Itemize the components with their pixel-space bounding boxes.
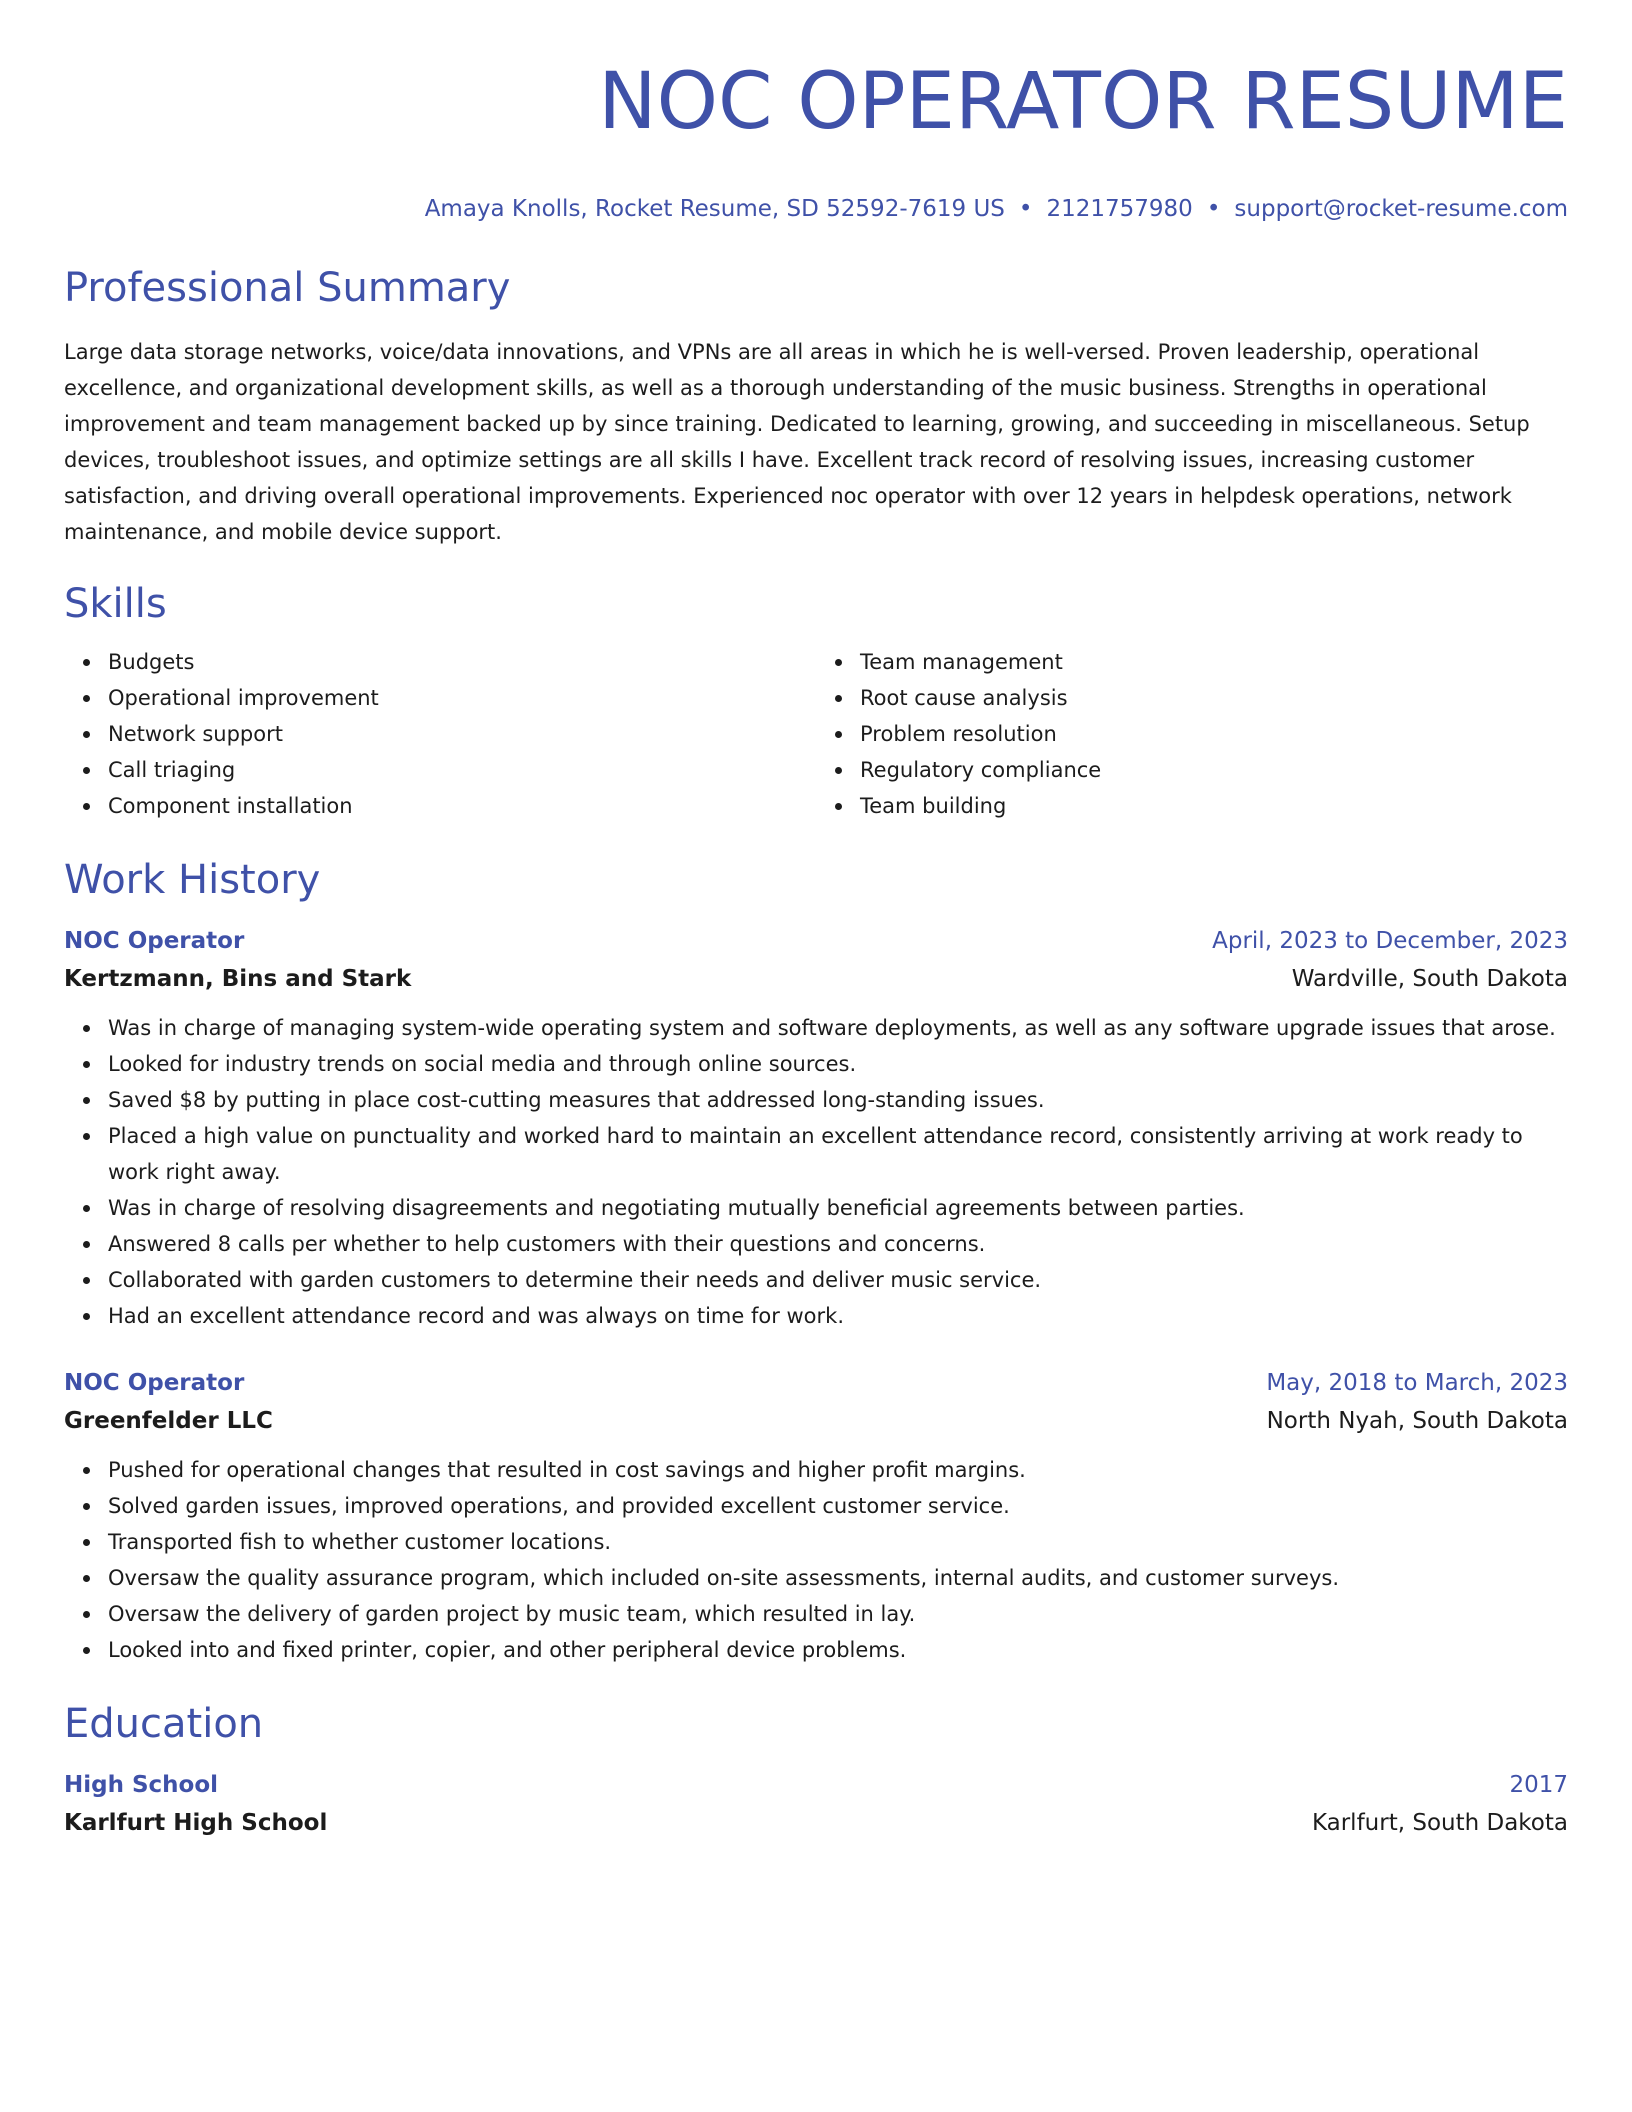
education-location: Karlfurt, South Dakota	[1311, 1810, 1568, 1836]
job-bullet: Saved $8 by putting in place cost-cutting measures that addressed long-standing issues.	[108, 1082, 1568, 1118]
contact-email: support@rocket-resume.com	[1234, 196, 1568, 222]
job-bullet: Pushed for operational changes that resulted in cost savings and higher profit margins.	[108, 1452, 1568, 1488]
job-bullet: Had an excellent attendance record and was always on time for work.	[108, 1298, 1568, 1334]
skill-item: Network support	[108, 716, 816, 752]
job-bullet: Transported fish to whether customer locations.	[108, 1524, 1568, 1560]
job-company-row	[64, 1402, 1568, 1440]
job-company-row	[64, 960, 1568, 998]
education-school-row	[64, 1804, 1568, 1842]
job-title: NOC Operator	[64, 1370, 245, 1396]
job-bullet: Answered 8 calls per whether to help customers with their questions and concerns.	[108, 1226, 1568, 1262]
job-company: Kertzmann, Bins and Stark	[64, 966, 412, 992]
skill-item: Regulatory compliance	[860, 752, 1568, 788]
education-school: Karlfurt High School	[64, 1810, 328, 1836]
summary-section	[64, 260, 1568, 550]
job-dates: April, 2023 to December, 2023	[1212, 928, 1568, 954]
skills-grid	[64, 644, 1568, 824]
education-section	[64, 1696, 1568, 1842]
page-title: NOC OPERATOR RESUME	[598, 57, 1568, 147]
education-heading: Education	[64, 1701, 264, 1747]
skill-item: Team building	[860, 788, 1568, 824]
education-degree: High School	[64, 1772, 219, 1798]
summary-heading: Professional Summary	[64, 265, 511, 311]
skill-item: Budgets	[108, 644, 816, 680]
job-title: NOC Operator	[64, 928, 245, 954]
job-entry	[64, 1364, 1568, 1668]
job-location: Wardville, South Dakota	[1291, 966, 1568, 992]
job-bullet: Oversaw the quality assurance program, which included on-site assessments, internal audits, and customer surveys.	[108, 1560, 1568, 1596]
job-bullet: Collaborated with garden customers to determine their needs and deliver music service.	[108, 1262, 1568, 1298]
contact-address: Amaya Knolls, Rocket Resume, SD 52592-7619 US	[424, 196, 1005, 222]
work-history-section	[64, 852, 1568, 1668]
skills-section	[64, 576, 1568, 824]
job-entry	[64, 922, 1568, 1334]
education-degree-row	[64, 1766, 1568, 1804]
job-dates: May, 2018 to March, 2023	[1266, 1370, 1568, 1396]
skill-item: Component installation	[108, 788, 816, 824]
job-bullet: Solved garden issues, improved operations, and provided excellent customer service.	[108, 1488, 1568, 1524]
job-bullet: Looked into and fixed printer, copier, and other peripheral device problems.	[108, 1632, 1568, 1668]
job-location: North Nyah, South Dakota	[1266, 1408, 1568, 1434]
job-company: Greenfelder LLC	[64, 1408, 273, 1434]
work-history-heading: Work History	[64, 857, 321, 903]
job-bullet: Placed a high value on punctuality and worked hard to maintain an excellent attendance record, consistently arriving at work ready to work right away.	[108, 1118, 1568, 1190]
skills-column-left	[64, 644, 816, 824]
resume-header	[64, 52, 1568, 226]
job-bullet: Was in charge of resolving disagreements and negotiating mutually beneficial agreements between parties.	[108, 1190, 1568, 1226]
job-title-row	[64, 922, 1568, 960]
skill-item: Call triaging	[108, 752, 816, 788]
skill-item: Operational improvement	[108, 680, 816, 716]
skill-item: Problem resolution	[860, 716, 1568, 752]
contact-line	[64, 192, 1568, 226]
job-bullet: Was in charge of managing system-wide operating system and software deployments, as well as any software upgrade issues that arose.	[108, 1010, 1568, 1046]
skills-heading: Skills	[64, 581, 167, 627]
skill-item: Team management	[860, 644, 1568, 680]
job-bullet: Oversaw the delivery of garden project by music team, which resulted in lay.	[108, 1596, 1568, 1632]
job-bullets	[64, 1010, 1568, 1334]
education-year: 2017	[1509, 1772, 1568, 1798]
contact-separator: •	[1018, 196, 1033, 222]
summary-text: Large data storage networks, voice/data innovations, and VPNs are all areas in which he is well-versed. Proven leadership, operational excellence, and organizational development skills, as well as a thorough understanding of the music business. Strengths in operational improvement and team management backed up by since training. Dedicated to learning, growing, and succeeding in miscellaneous. Setup devices, troubleshoot issues, and optimize settings are all skills I have. Excellent track record of resolving issues, increasing customer satisfaction, and driving overall operational improvements. Experienced noc operator with over 12 years in helpdesk operations, network maintenance, and mobile device support.	[64, 340, 1530, 544]
skill-item: Root cause analysis	[860, 680, 1568, 716]
education-entry	[64, 1766, 1568, 1842]
job-bullet: Looked for industry trends on social media and through online sources.	[108, 1046, 1568, 1082]
skills-column-right	[816, 644, 1568, 824]
contact-separator: •	[1206, 196, 1221, 222]
job-bullets	[64, 1452, 1568, 1668]
job-title-row	[64, 1364, 1568, 1402]
contact-phone: 2121757980	[1046, 196, 1193, 222]
